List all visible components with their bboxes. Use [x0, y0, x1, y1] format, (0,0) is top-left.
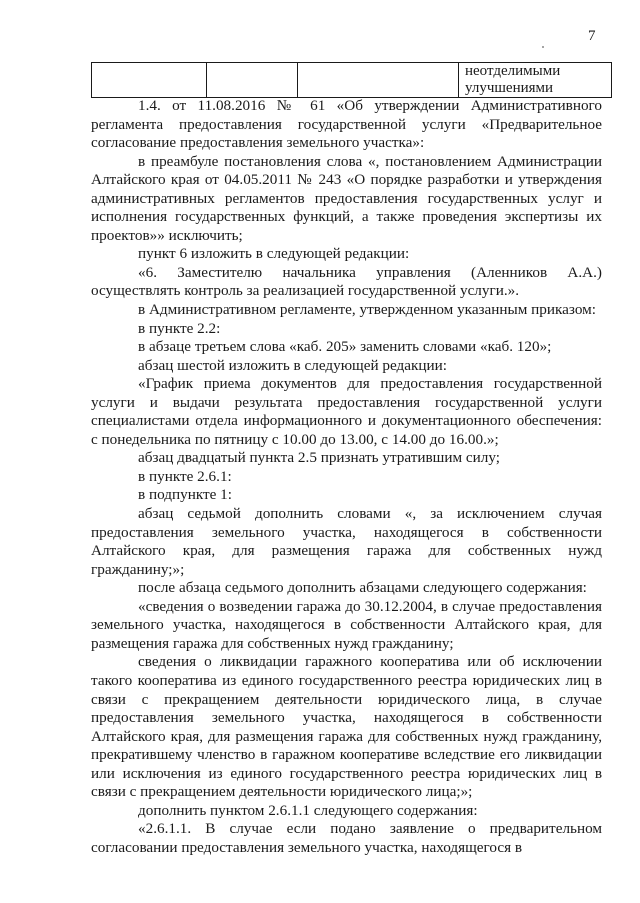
table-cell — [298, 63, 459, 98]
table-row — [92, 63, 612, 98]
paragraph: в подпункте 1: — [138, 486, 232, 504]
paragraph: абзац двадцатый пункта 2.5 признать утратившим силу; — [138, 449, 500, 467]
document-body — [91, 97, 602, 857]
paragraph: в пункте 2.2: — [138, 319, 221, 337]
table-fragment — [91, 62, 612, 98]
paragraph: абзац шестой изложить в следующей редакции: — [138, 356, 447, 374]
paragraph: «2.6.1.1. В случае если подано заявление о предварительном согласовании предоставления земельного участка, находящегося в — [91, 820, 602, 856]
scan-dot — [542, 46, 544, 48]
paragraph: в преамбуле постановления слова «, постановлением Администрации Алтайского края от 04.05.2011 № 243 «О порядке разработки и утверждения административных регламентов предоставления государственных услуг и исполнения государственных функций, а также проведения экспертизы их проектов»» исключить; — [91, 152, 602, 244]
page-number: 7 — [588, 28, 596, 44]
paragraph: 1.4. от 11.08.2016 № 61 «Об утверждении Административного регламента предоставления государственной услуги «Предварительное согласование предоставления земельного участка»: — [91, 97, 602, 152]
paragraph: дополнить пунктом 2.6.1.1 следующего содержания: — [138, 801, 478, 819]
paragraph: в Административном регламенте, утвержденном указанным приказом: — [138, 301, 596, 319]
paragraph: абзац седьмой дополнить словами «, за исключением случая предоставления земельного участка, находящегося в собственности Алтайского края, для размещения гаража для собственных нужд гражданину;»; — [91, 505, 602, 578]
paragraph: «сведения о возведении гаража до 30.12.2004, в случае предоставления земельного участка, находящегося в собственности Алтайского края, для размещения гаража для собственных нужд гражданину; — [91, 597, 602, 652]
paragraph: в абзаце третьем слова «каб. 205» заменить словами «каб. 120»; — [138, 338, 552, 356]
paragraph: в пункте 2.6.1: — [138, 467, 232, 485]
paragraph: после абзаца седьмого дополнить абзацами следующего содержания: — [138, 579, 587, 597]
paragraph: «6. Заместителю начальника управления (Аленников А.А.) осуществлять контроль за реализацией государственной услуги.». — [91, 263, 602, 300]
table-cell: неотделимыми улучшениями — [459, 63, 612, 98]
paragraph: пункт 6 изложить в следующей редакции: — [138, 245, 410, 263]
table-cell — [207, 63, 298, 98]
table-cell — [92, 63, 207, 98]
paragraph: «График приема документов для предоставления государственной услуги и выдачи результата предоставления государственной услуги специалистами отдела информационного и документационного обеспечения: с понедельника по пятницу с 10.00 до 13.00, с 14.00 до 16.00.»; — [91, 375, 602, 448]
paragraph: сведения о ликвидации гаражного кооператива или об исключении такого кооператива из единого государственного реестра юридических лиц в связи с прекращением деятельности юридического лица, в случае предоставления земельного участка, находящегося в собственности Алтайского края, для размещения гаража для собственных нужд гражданину, прекратившему членство в гаражном кооперативе вследствие его ликвидации или исключения из единого государственного реестра юридических лиц в связи с прекращением деятельности юридического лица;»; — [91, 653, 602, 801]
